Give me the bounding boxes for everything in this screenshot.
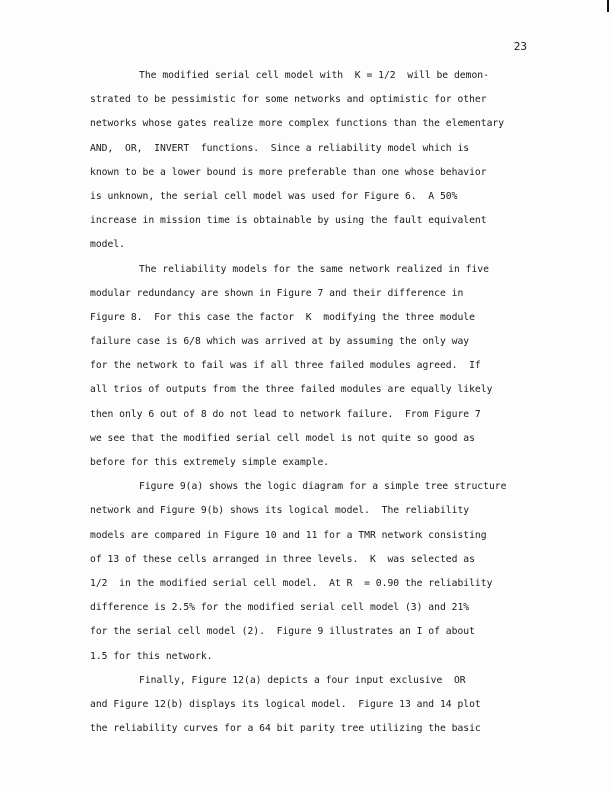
text-line: networks whose gates realize more complex functions than the elementary bbox=[90, 118, 505, 130]
text-line: 1/2 in the modified serial cell model. At R = 0.90 the reliability bbox=[90, 577, 493, 589]
text-line: then only 6 out of 8 do not lead to network failure. From Figure 7 bbox=[90, 408, 481, 420]
text-line: increase in mission time is obtainable by using the fault equivalent bbox=[90, 215, 487, 227]
text-line: before for this extremely simple example. bbox=[90, 457, 330, 468]
page-number: 23 bbox=[513, 40, 527, 53]
text-line: the reliability curves for a 64 bit parity tree utilizing the basic bbox=[90, 723, 481, 735]
text-line: The reliability models for the same network realized in five bbox=[139, 263, 489, 275]
text-line: AND, OR, INVERT functions. Since a reliability model which is bbox=[90, 142, 470, 154]
text-line: we see that the modified serial cell model is not quite so good as bbox=[90, 432, 475, 444]
page-edge-mark bbox=[607, 0, 609, 12]
text-line: difference is 2.5% for the modified serial cell model (3) and 21% bbox=[90, 602, 470, 614]
text-line: for the serial cell model (2). Figure 9 illustrates an I of about bbox=[90, 626, 475, 638]
text-line: Figure 8. For this case the factor K modifying the three module bbox=[90, 311, 475, 323]
text-line: and Figure 12(b) displays its logical model. Figure 13 and 14 plot bbox=[90, 698, 481, 710]
text-line: The modified serial cell model with K = 1/2 will be demon- bbox=[139, 70, 489, 81]
text-line: known to be a lower bound is more preferable than one whose behavior bbox=[90, 166, 487, 178]
text-line: of 13 of these cells arranged in three levels. K was selected as bbox=[90, 553, 475, 565]
text-line: all trios of outputs from the three failed modules are equally likely bbox=[90, 384, 493, 396]
text-line: Finally, Figure 12(a) depicts a four input exclusive OR bbox=[139, 674, 466, 686]
text-line: for the network to fail was if all three failed modules agreed. If bbox=[90, 360, 481, 372]
text-line: modular redundancy are shown in Figure 7 and their difference in bbox=[90, 287, 464, 299]
text-line: models are compared in Figure 10 and 11 for a TMR network consisting bbox=[90, 529, 487, 541]
text-line: failure case is 6/8 which was arrived at by assuming the only way bbox=[90, 336, 470, 348]
text-line: 1.5 for this network. bbox=[90, 650, 213, 662]
body-text bbox=[90, 64, 530, 741]
text-line: strated to be pessimistic for some networks and optimistic for other bbox=[90, 94, 487, 106]
text-line: network and Figure 9(b) shows its logical model. The reliability bbox=[90, 505, 470, 517]
text-line: model. bbox=[90, 239, 125, 251]
text-line: Figure 9(a) shows the logic diagram for a simple tree structure bbox=[139, 481, 507, 493]
text-line: is unknown, the serial cell model was used for Figure 6. A 50% bbox=[90, 190, 458, 202]
